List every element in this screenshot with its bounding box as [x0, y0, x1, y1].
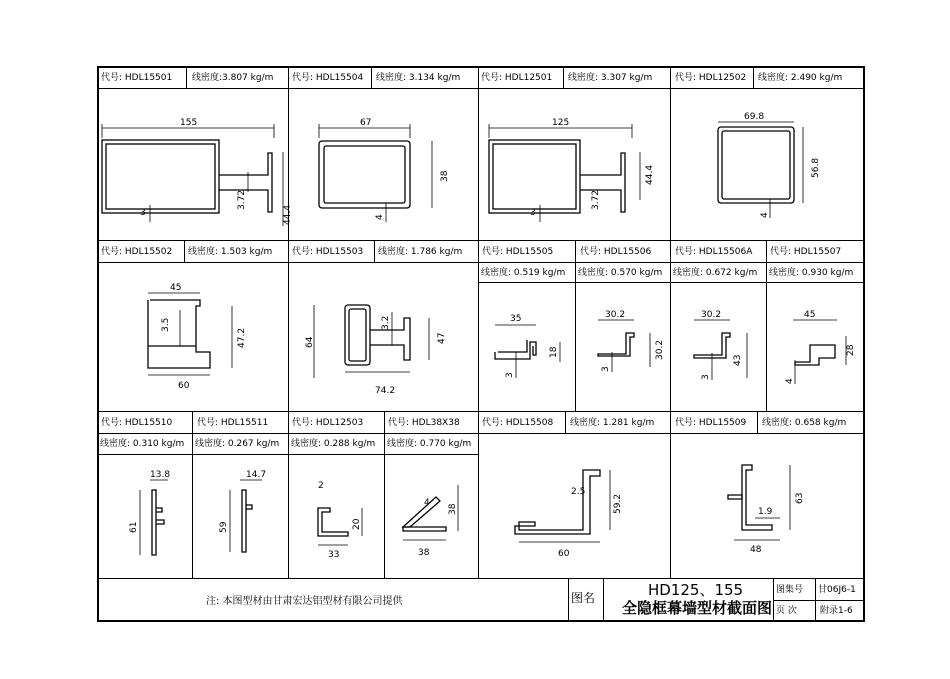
dim-label: 13.8 — [150, 470, 171, 480]
dim-label: 3.72 — [237, 189, 247, 210]
dim-label: 60 — [558, 549, 570, 559]
dim-label: 44.4 — [283, 204, 293, 225]
dim-label: 63 — [795, 492, 805, 504]
dim-label: 30.2 — [655, 339, 665, 360]
dim-label: 2 — [318, 481, 324, 491]
dim-label: 28 — [846, 344, 856, 356]
profile-hdl15506a — [694, 310, 747, 380]
dim-label: 4 — [760, 212, 770, 218]
profile-hdl12501 — [489, 118, 655, 222]
profile-density: 线密度:3.807 kg/m — [192, 73, 274, 83]
profile-hdl12502 — [718, 112, 821, 218]
dim-label: 3 — [530, 208, 536, 218]
profile-density: 线密度: 0.267 kg/m — [195, 439, 280, 449]
profile-hdl15508 — [515, 470, 623, 559]
dim-label: 56.8 — [811, 157, 821, 178]
profile-hdl15503 — [305, 305, 447, 396]
dim-label: 38 — [418, 548, 430, 558]
dim-label: 3 — [601, 366, 611, 372]
dim-label: 3.5 — [161, 317, 171, 332]
dim-label: 4 — [375, 214, 385, 220]
dim-label: 1.9 — [758, 507, 773, 517]
dim-label: 38 — [440, 170, 450, 182]
profile-code: 代号: HDL12502 — [675, 73, 747, 83]
dim-label: 45 — [170, 283, 182, 293]
profile-hdl12503 — [318, 481, 362, 560]
footer-note: 注: 本图型材由甘肃宏达铝型材有限公司提供 — [206, 596, 403, 607]
dim-label: 2.5 — [571, 487, 586, 497]
dim-label: 47 — [437, 332, 447, 344]
atlas-number: 甘06J6-1 — [818, 585, 856, 595]
dim-label: 155 — [180, 118, 198, 128]
dim-label: 3 — [140, 208, 146, 218]
dim-label: 48 — [750, 545, 762, 555]
profile-code: 代号: HDL15507 — [770, 247, 842, 257]
profile-density: 线密度: 0.930 kg/m — [769, 268, 854, 278]
drawing-title-line1: HD125、155 — [648, 581, 744, 599]
dim-label: 44.4 — [645, 164, 655, 185]
atlas-label: 图集号 — [776, 585, 804, 595]
dim-label: 3.2 — [381, 315, 391, 330]
dim-label: 38 — [448, 503, 458, 515]
dim-label: 3 — [701, 374, 711, 380]
page-number: 附录1-6 — [820, 606, 853, 616]
profile-code: 代号: HDL15506A — [675, 247, 753, 257]
profile-hdl15504 — [319, 118, 450, 222]
dim-label: 14.7 — [246, 470, 267, 480]
profile-hdl15511 — [219, 470, 266, 552]
dim-label: 61 — [129, 521, 139, 533]
dim-label: 30.2 — [701, 310, 722, 320]
profile-density: 线密度: 0.570 kg/m — [578, 268, 663, 278]
profile-density: 线密度: 1.786 kg/m — [378, 247, 463, 257]
profile-code: 代号: HDL15505 — [482, 247, 554, 257]
profile-code: 代号: HDL15511 — [197, 418, 269, 428]
profile-code: 代号: HDL15503 — [292, 247, 364, 257]
dim-label: 47.2 — [237, 327, 247, 348]
dim-label: 43 — [733, 354, 743, 366]
profile-density: 线密度: 0.519 kg/m — [481, 268, 566, 278]
profile-code: 代号: HDL15506 — [580, 247, 652, 257]
page-label: 页 次 — [776, 606, 797, 616]
profile-density: 线密度: 0.310 kg/m — [100, 439, 185, 449]
dim-label: 74.2 — [375, 386, 396, 396]
profile-code: 代号: HDL15508 — [482, 418, 554, 428]
dim-label: 3.72 — [591, 189, 601, 210]
profile-density: 线密度: 0.288 kg/m — [291, 439, 376, 449]
profile-code: 代号: HDL15510 — [101, 418, 173, 428]
profile-hdl15507 — [785, 310, 856, 384]
profile-code: 代号: HDL38X38 — [388, 418, 460, 428]
profile-hdl15510 — [129, 470, 170, 555]
profile-code: 代号: HDL12501 — [481, 73, 553, 83]
dim-label: 125 — [552, 118, 570, 128]
dim-label: 67 — [360, 118, 372, 128]
profile-hdl38x38 — [403, 485, 458, 558]
profile-density: 线密度: 2.490 kg/m — [758, 73, 843, 83]
dim-label: 20 — [352, 518, 362, 530]
profile-density: 线密度: 0.770 kg/m — [387, 439, 472, 449]
profile-hdl15502 — [148, 283, 247, 391]
dim-label: 35 — [510, 314, 522, 324]
profile-density: 线密度: 3.307 kg/m — [568, 73, 653, 83]
profile-code: 代号: HDL12503 — [292, 418, 364, 428]
dim-label: 3 — [505, 372, 515, 378]
profile-code: 代号: HDL15509 — [675, 418, 747, 428]
drawing-title-line2: 全隐框幕墙型材截面图 — [622, 599, 773, 617]
dim-label: 45 — [804, 310, 816, 320]
title-label: 图名 — [571, 591, 596, 605]
profile-density: 线密度: 3.134 kg/m — [376, 73, 461, 83]
dim-label: 30.2 — [605, 310, 626, 320]
profile-hdl15505 — [495, 314, 560, 378]
dim-label: 60 — [178, 381, 190, 391]
dim-label: 4 — [424, 498, 430, 508]
profile-density: 线密度: 1.281 kg/m — [570, 418, 655, 428]
dim-label: 59 — [219, 521, 229, 533]
profile-code: 代号: HDL15501 — [101, 73, 173, 83]
profile-density: 线密度: 0.658 kg/m — [762, 418, 847, 428]
dim-label: 4 — [785, 378, 795, 384]
dim-label: 69.8 — [744, 112, 765, 122]
profile-hdl15501 — [102, 118, 293, 226]
profile-density: 线密度: 0.672 kg/m — [673, 268, 758, 278]
profile-code: 代号: HDL15504 — [292, 73, 364, 83]
profile-hdl15506 — [598, 310, 665, 372]
dim-label: 59.2 — [613, 493, 623, 514]
dim-label: 33 — [328, 550, 340, 560]
dim-label: 18 — [549, 346, 559, 358]
dim-label: 64 — [305, 336, 315, 348]
profile-hdl15509 — [728, 465, 805, 555]
profile-code: 代号: HDL15502 — [101, 247, 173, 257]
profile-density: 线密度: 1.503 kg/m — [188, 247, 273, 257]
